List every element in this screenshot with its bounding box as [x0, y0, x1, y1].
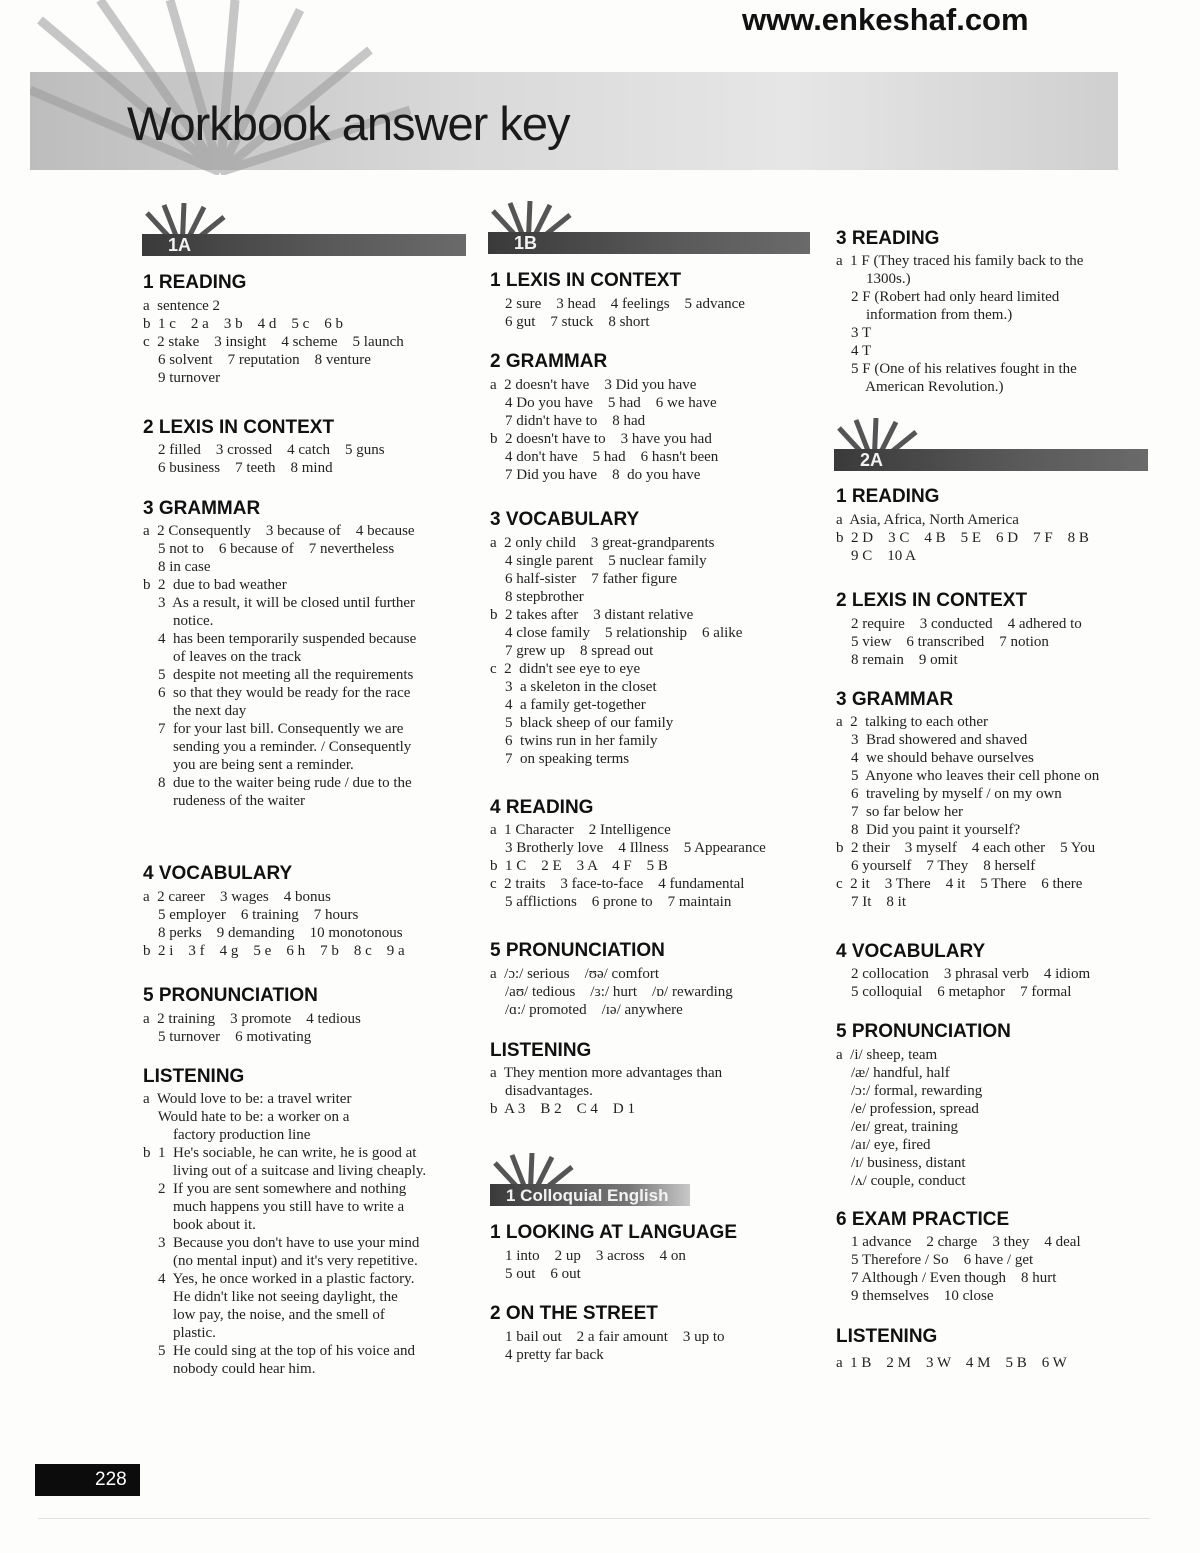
website-url: www.enkeshaf.com — [742, 2, 1029, 37]
c2-street-heading: 2 ON THE STREET — [490, 1303, 658, 1324]
c1-listening-answers: a Would love to be: a travel writer Would hate to be: a worker on a factory production line b 1 He's sociable, he can write, he is good at living out of a suitcase and living cheaply. 2 If you are sent somewhere and nothing much happens you still have to write a book about it. 3 Because you don't have to use your mind (no mental input) and it's very repetitive. 4 Yes, he once worked in a plastic factory. He didn't like not seeing daylight, the low pay, the noise, and the smell of plastic. 5 He could sing at the top of his voice and nobody could hear him. — [143, 1091, 427, 1377]
c2-street-answers: 1 bail out 2 a fair amount 3 up to 4 pretty far back — [505, 1329, 725, 1363]
unit-2a-label: 2A — [860, 450, 884, 470]
c1-pronunciation-heading: 5 PRONUNCIATION — [143, 985, 318, 1006]
c2-vocabulary-heading: 3 VOCABULARY — [490, 509, 640, 530]
unit-1a-label: 1A — [168, 235, 192, 255]
c2-lexis-heading: 1 LEXIS IN CONTEXT — [490, 270, 682, 291]
c1-vocabulary-answers: a 2 career 3 wages 4 bonus 5 employer 6 training 7 hours 8 perks 9 demanding 10 monotonous b 2 i 3 f 4 g 5 e 6 h 7 b 8 c 9 a — [143, 889, 405, 959]
c1-grammar-heading: 3 GRAMMAR — [143, 498, 261, 519]
c1-lexis-heading: 2 LEXIS IN CONTEXT — [143, 417, 335, 438]
c1-vocabulary-heading: 4 VOCABULARY — [143, 863, 293, 884]
c1-lexis-answers: 2 filled 3 crossed 4 catch 5 guns 6 business 7 teeth 8 mind — [158, 442, 385, 476]
c2-grammar-answers: a 2 doesn't have 3 Did you have 4 Do you have 5 had 6 we have 7 didn't have to 8 had b 2 doesn't have to 3 have you had 4 don't have 5 had 6 hasn't been 7 Did you have 8 do you have — [490, 377, 719, 483]
c3-exam-answers: 1 advance 2 charge 3 they 4 deal 5 Therefore / So 6 have / get 7 Although / Even though 8 hurt 9 themselves 10 close — [851, 1234, 1081, 1304]
c1-listening-heading: LISTENING — [143, 1066, 245, 1087]
c3-pronunciation-answers: a /i/ sheep, team /æ/ handful, half /ɔ:/ formal, rewarding /e/ profession, spread /eɪ/ great, training /aɪ/ eye, fired /ɪ/ business, distant /ʌ/ couple, conduct — [836, 1047, 983, 1189]
c3-pronunciation-heading: 5 PRONUNCIATION — [836, 1021, 1011, 1042]
c3-lexis-heading: 2 LEXIS IN CONTEXT — [836, 590, 1028, 611]
colloquial-label: 1 Colloquial English — [506, 1186, 669, 1205]
c1-reading-answers: a sentence 2 b 1 c 2 a 3 b 4 d 5 c 6 b c 2 stake 3 insight 4 scheme 5 launch 6 solvent 7 reputation 8 venture 9 turnover — [143, 298, 404, 386]
c2-reading-heading: 4 READING — [490, 797, 594, 818]
c2-lexis-answers: 2 sure 3 head 4 feelings 5 advance 6 gut 7 stuck 8 short — [505, 296, 745, 330]
c2-looking-answers: 1 into 2 up 3 across 4 on 5 out 6 out — [505, 1248, 686, 1282]
c2-listening-answers: a They mention more advantages than disadvantages. b A 3 B 2 C 4 D 1 — [490, 1065, 723, 1117]
c3-exam-heading: 6 EXAM PRACTICE — [836, 1209, 1010, 1230]
c2-grammar-heading: 2 GRAMMAR — [490, 351, 608, 372]
c2-vocabulary-answers: a 2 only child 3 great-grandparents 4 single parent 5 nuclear family 6 half-sister 7 father figure 8 stepbrother b 2 takes after 3 distant relative 4 close family 5 relationship 6 alike 7 grew up 8 spread out c 2 didn't see eye to eye 3 a skeleton in the closet 4 a family get-together 5 black sheep of our family 6 twins run in her family 7 on speaking terms — [490, 535, 743, 767]
page-title: Workbook answer key — [127, 97, 570, 150]
c3-grammar-answers: a 2 talking to each other 3 Brad showered and shaved 4 we should behave ourselves 5 Anyone who leaves their cell phone on 6 traveling by myself / on my own 7 so far below her 8 Did you paint it yourself? b 2 their 3 myself 4 each other 5 You 6 yourself 7 They 8 herself c 2 it 3 There 4 it 5 There 6 there 7 It 8 it — [836, 714, 1100, 910]
c1-pronunciation-answers: a 2 training 3 promote 4 tedious 5 turnover 6 motivating — [143, 1011, 361, 1045]
c3-reading-heading: 3 READING — [836, 228, 940, 249]
c2-reading-answers: a 1 Character 2 Intelligence 3 Brotherly love 4 Illness 5 Appearance b 1 C 2 E 3 A 4 F 5 B c 2 traits 3 face-to-face 4 fundamental 5 afflictions 6 prone to 7 maintain — [490, 822, 766, 910]
c3-listening-heading: LISTENING — [836, 1326, 938, 1347]
c2-looking-heading: 1 LOOKING AT LANGUAGE — [490, 1222, 737, 1243]
c2-listening-heading: LISTENING — [490, 1040, 592, 1061]
c3-vocabulary-heading: 4 VOCABULARY — [836, 941, 986, 962]
c3-vocabulary-answers: 2 collocation 3 phrasal verb 4 idiom 5 colloquial 6 metaphor 7 formal — [851, 966, 1091, 1000]
c3-2a-reading-heading: 1 READING — [836, 486, 940, 507]
c3-2a-reading-answers: a Asia, Africa, North America b 2 D 3 C 4 B 5 E 6 D 7 F 8 B 9 C 10 A — [836, 512, 1089, 564]
c3-listening-answers: a 1 B 2 M 3 W 4 M 5 B 6 W — [836, 1355, 1067, 1371]
c3-lexis-answers: 2 require 3 conducted 4 adhered to 5 view 6 transcribed 7 notion 8 remain 9 omit — [851, 616, 1082, 668]
page-number: 228 — [95, 1469, 127, 1490]
c2-pronunciation-heading: 5 PRONUNCIATION — [490, 940, 665, 961]
c1-reading-heading: 1 READING — [143, 272, 247, 293]
unit-1b-label: 1B — [514, 233, 538, 253]
c3-grammar-heading: 3 GRAMMAR — [836, 689, 954, 710]
c2-pronunciation-answers: a /ɔ:/ serious /ʊə/ comfort /aʊ/ tedious /ɜ:/ hurt /ɒ/ rewarding /ɑ:/ promoted /ɪə/ anywhere — [490, 966, 733, 1018]
footer-divider — [38, 1518, 1150, 1519]
c1-grammar-answers: a 2 Consequently 3 because of 4 because 5 not to 6 because of 7 nevertheless 8 in case b 2 due to bad weather 3 As a result, it will be closed until further notice. 4 has been temporarily suspended because of leaves on the track 5 despite not meeting all the requirements 6 so that they would be ready for the race the next day 7 for your last bill. Consequently we are sending you a reminder. / Consequently you are being sent a reminder. 8 due to the waiter being rude / due to the rudeness of the waiter — [143, 523, 417, 809]
c3-reading-answers: a 1 F (They traced his family back to the 1300s.) 2 F (Robert had only heard limited information from them.) 3 T 4 T 5 F (One of his relatives fought in the American Revolution.) — [836, 253, 1084, 395]
